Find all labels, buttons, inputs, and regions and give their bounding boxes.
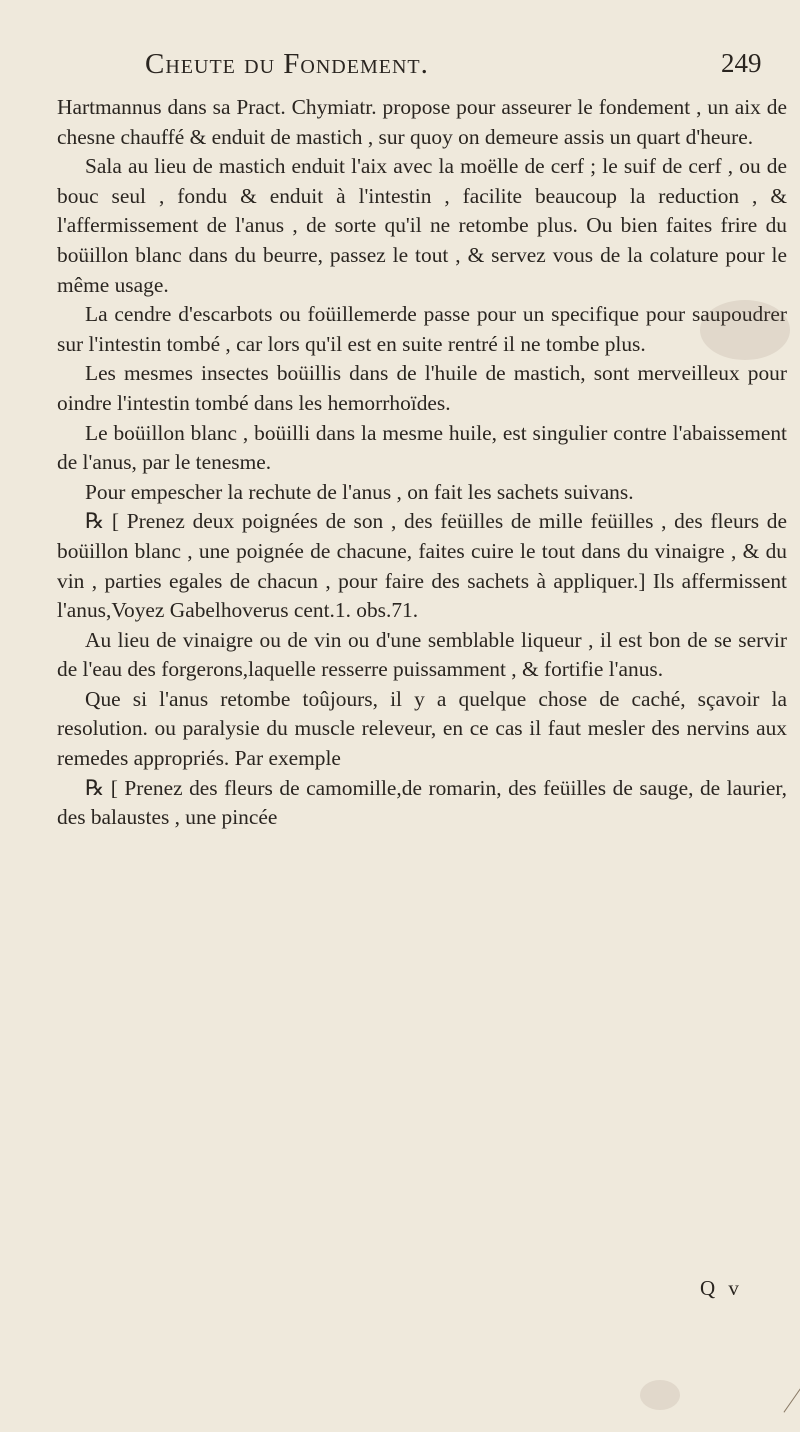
- paper-stain: [640, 1380, 680, 1410]
- paragraph-cendre: La cendre d'escarbots ou foüillemerde passe pour un specifique pour saupoudrer sur l'intestin tombé , car lors qu'il est en suite rentré il ne tombe plus.: [57, 302, 787, 356]
- page-header: [0, 48, 800, 88]
- paragraph-recipe-sachets: ℞ [ Prenez deux poignées de son , des feüilles de mille feüilles , des fleurs de boüillon blanc , une poignée de chacune, faites cuire le tout dans du vinaigre , & du vin , parties egales de chacun , pour faire des sachets à appliquer.] Ils affermissent l'anus,Voyez Gabelhoverus cent.1. obs.71.: [57, 509, 787, 623]
- paper-stain: [700, 300, 790, 360]
- page-number: 249: [721, 48, 762, 78]
- paragraph-insectes: Les mesmes insectes boüillis dans de l'huile de mastich, sont merveilleux pour oindre l'intestin tombé dans les hemorrhoïdes.: [57, 361, 787, 415]
- paragraph-sachets-intro: Pour empescher la rechute de l'anus , on fait les sachets suivans.: [85, 479, 634, 504]
- paragraph-sala: Sala au lieu de mastich enduit l'aix avec la moëlle de cerf ; le suif de cerf , ou de bouc seul , fondu & enduit à l'intestin , facilite beaucoup la reduction , & l'affermissement de l'anus , de sorte qu'il ne retombe plus. Ou bien faites frire du boüillon blanc dans du beurre, passez le tout , & servez vous de la colature pour le même usage.: [57, 154, 787, 297]
- paragraph-bouillon-blanc: Le boüillon blanc , boüilli dans la mesme huile, est singulier contre l'abaissement de l'anus, par le tenesme.: [57, 420, 787, 475]
- paragraph-rechute: Que si l'anus retombe toûjours, il y a quelque chose de caché, sçavoir la resolution. ou paralysie du muscle releveur, en ce cas il faut mesler des nervins aux remedes appropriés. Par exemple: [57, 686, 787, 771]
- paragraph-recipe-camomille: ℞ [ Prenez des fleurs de camomille,de romarin, des feüilles de sauge, de laurier, des balaustes , une pincée: [57, 775, 787, 830]
- page-body: [57, 93, 787, 833]
- paragraph-vinaigre: Au lieu de vinaigre ou de vin ou d'une semblable liqueur , il est bon de se servir de l'eau des forgerons,laquelle resserre puissamment , & fortifie l'anus.: [57, 627, 787, 682]
- catchword: Q v: [700, 1276, 743, 1300]
- running-head: Cheute du Fondement.: [145, 48, 429, 80]
- paragraph-hartmannus: Hartmannus dans sa Pract. Chymiatr. propose pour asseurer le fondement , un aix de chesne chauffé & enduit de mastich , sur quoy on demeure assis un quart d'heure.: [57, 95, 787, 149]
- pencil-mark: [783, 1387, 800, 1412]
